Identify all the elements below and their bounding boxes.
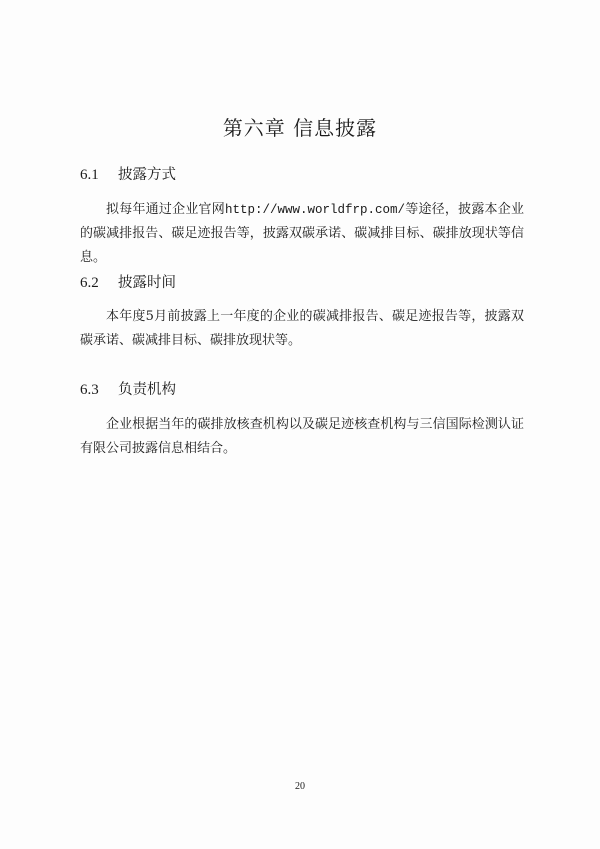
section-heading-6-1 [80,163,176,184]
section-number: 6.1 [80,167,99,183]
chapter-title: 第六章 信息披露 [222,116,378,140]
section-number: 6.2 [80,275,99,291]
section-heading-text: 负责机构 [118,382,176,398]
section-heading-text: 披露时间 [118,275,176,291]
page-number: 20 [295,781,305,792]
section-heading-6-2 [80,271,176,292]
paragraph-text-after-url: 等途径，披露本企业的碳减排报告、碳足迹报告等，披露双碳承诺、碳减排目标、碳排放现状等信息。 [80,202,524,265]
section-paragraph-6-3: 企业根据当年的碳排放核查机构以及碳足迹核查机构与三信国际检测认证有限公司披露信息相结合。 [80,417,524,456]
section-number: 6.3 [80,382,99,398]
section-paragraph-6-2: 本年度5月前披露上一年度的企业的碳减排报告、碳足迹报告等，披露双碳承诺、碳减排目标、碳排放现状等。 [80,309,524,348]
section-heading-text: 披露方式 [118,167,176,183]
section-heading-6-3 [80,378,176,399]
section-paragraph-6-1 [80,198,524,270]
website-url: http://www.worldfrp.com/ [224,203,406,217]
paragraph-text-before-url: 拟每年通过企业官网 [106,202,225,217]
